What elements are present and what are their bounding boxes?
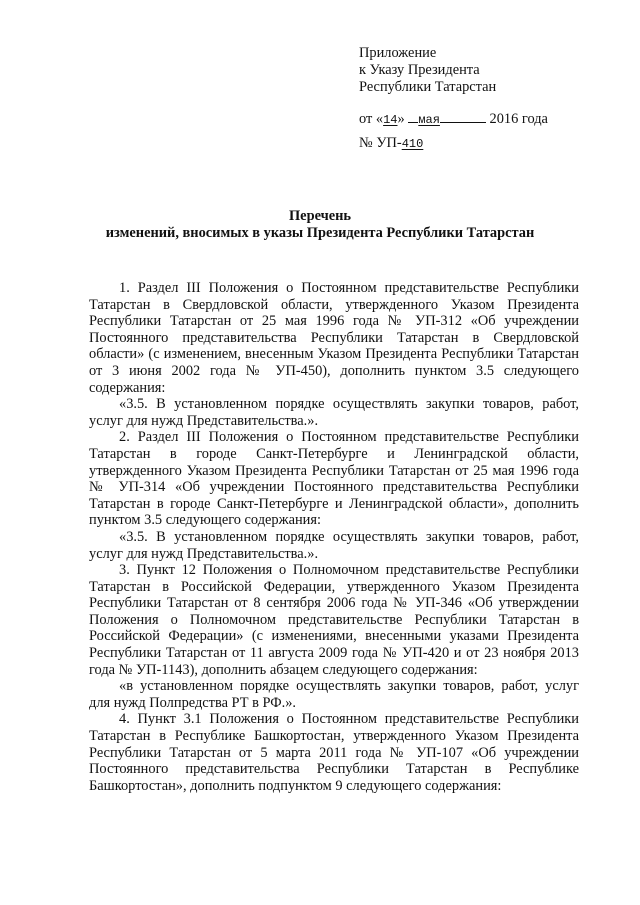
title-line: Перечень [288, 208, 352, 224]
underline-blank [440, 110, 486, 123]
paragraph: «3.5. В установленном порядке осуществлять закупки товаров, работ, услуг для нужд Представительства.». [89, 528, 579, 562]
date-day: 14 [383, 113, 398, 127]
paragraph: 2. Раздел III Положения о Постоянном представительстве Республики Татарстан в городе Санкт-Петербурге и Ленинградской области, утвержденного Указом Президента Республики Татарстан от 25 мая 1996 года № УП-314 «Об учреждении Постоянного представительства Республики Татарстан в городе Санкт-Петербурге и Ленинградской области», дополнить пунктом 3.5 следующего содержания: [89, 429, 579, 529]
appendix-header [359, 45, 609, 153]
appendix-line: к Указу Президента [359, 62, 480, 78]
decree-number: 410 [401, 137, 424, 151]
paragraph: 1. Раздел III Положения о Постоянном представительстве Республики Татарстан в Свердловской области, утвержденного Указом Президента Республики Татарстан от 25 мая 1996 года № УП-312 «Об учреждении Постоянного представительства Республики Татарстан в Свердловской области» (с изменением, внесенным Указом Президента Республики Татарстан от 3 июня 2002 года № УП-450), дополнить пунктом 3.5 следующего содержания: [89, 280, 579, 396]
date-year: 2016 года [489, 111, 548, 127]
appendix-date [359, 110, 609, 129]
date-prefix: от « [359, 111, 384, 127]
title-line: изменений, вносимых в указы Президента Республики Татарстан [105, 225, 535, 241]
number-prefix: № УП- [359, 135, 402, 151]
paragraph: «в установленном порядке осуществлять закупки товаров, работ, услуг для нужд Полпредства РТ в РФ.». [89, 678, 579, 711]
appendix-line: Республики Татарстан [359, 79, 497, 95]
document-title [0, 208, 640, 242]
paragraph: «3.5. В установленном порядке осуществлять закупки товаров, работ, услуг для нужд Представительства.». [89, 396, 579, 429]
appendix-number [359, 135, 609, 153]
date-mid: » [397, 111, 405, 127]
paragraph: 3. Пункт 12 Положения о Полномочном представительстве Республики Татарстан в Российской Федерации, утвержденного Указом Президента Республики Татарстан от 8 сентября 2006 года № УП-346 «Об утверждении Положения о Полномочном представительстве Республики Татарстан в Российской Федерации» (с изменениями, внесенными указами Президента Республики Татарстан от 11 августа 2009 года № УП-420 и от 23 ноября 2013 года № УП-1143), дополнить абзацем следующего содержания: [89, 562, 579, 678]
underline-blank [408, 110, 418, 123]
appendix-line: Приложение [359, 45, 437, 61]
paragraph: 4. Пункт 3.1 Положения о Постоянном представительстве Республики Татарстан в Республике Башкортостан, утвержденного Указом Президента Республики Татарстан от 5 марта 2011 года № УП-107 «Об учреждении Постоянного представительства Республики Татарстан в Республике Башкортостан», дополнить подпунктом 9 следующего содержания: [89, 711, 579, 794]
date-month: мая [418, 113, 440, 127]
document-body [89, 280, 579, 794]
